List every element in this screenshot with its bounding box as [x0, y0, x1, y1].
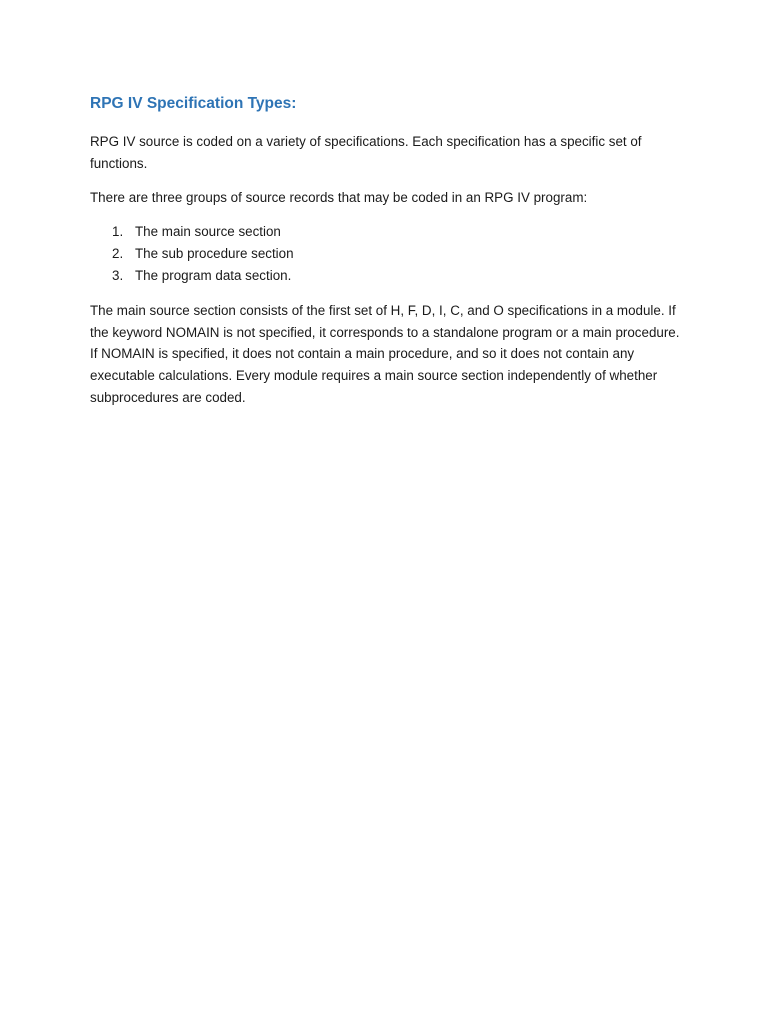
- list-item-text: The program data section.: [135, 267, 292, 283]
- list-item-number: 2.: [112, 246, 124, 262]
- intro-paragraph: RPG IV source is coded on a variety of specifications. Each specification has a specific set of functions.: [90, 134, 642, 171]
- document-body: [90, 93, 690, 409]
- list-item-number: 3.: [112, 267, 124, 283]
- groups-intro-paragraph: There are three groups of source records that may be coded in an RPG IV program:: [90, 189, 588, 205]
- list-item: [90, 221, 690, 243]
- source-groups-list: [90, 221, 690, 286]
- section-heading: RPG IV Specification Types:: [90, 95, 297, 112]
- list-item: [90, 243, 690, 265]
- list-item-text: The sub procedure section: [135, 246, 294, 262]
- list-item-text: The main source section: [135, 224, 281, 240]
- list-item-number: 1.: [112, 224, 124, 240]
- list-item: [90, 265, 690, 287]
- main-source-paragraph: The main source section consists of the first set of H, F, D, I, C, and O specifications in a module. If the keyword NOMAIN is not specified, it corresponds to a standalone program or a main procedure. If NOMAIN is specified, it does not contain a main procedure, and so it does not contain any executable calculations. Every module requires a main source section independently of whether subprocedures are coded.: [90, 302, 680, 405]
